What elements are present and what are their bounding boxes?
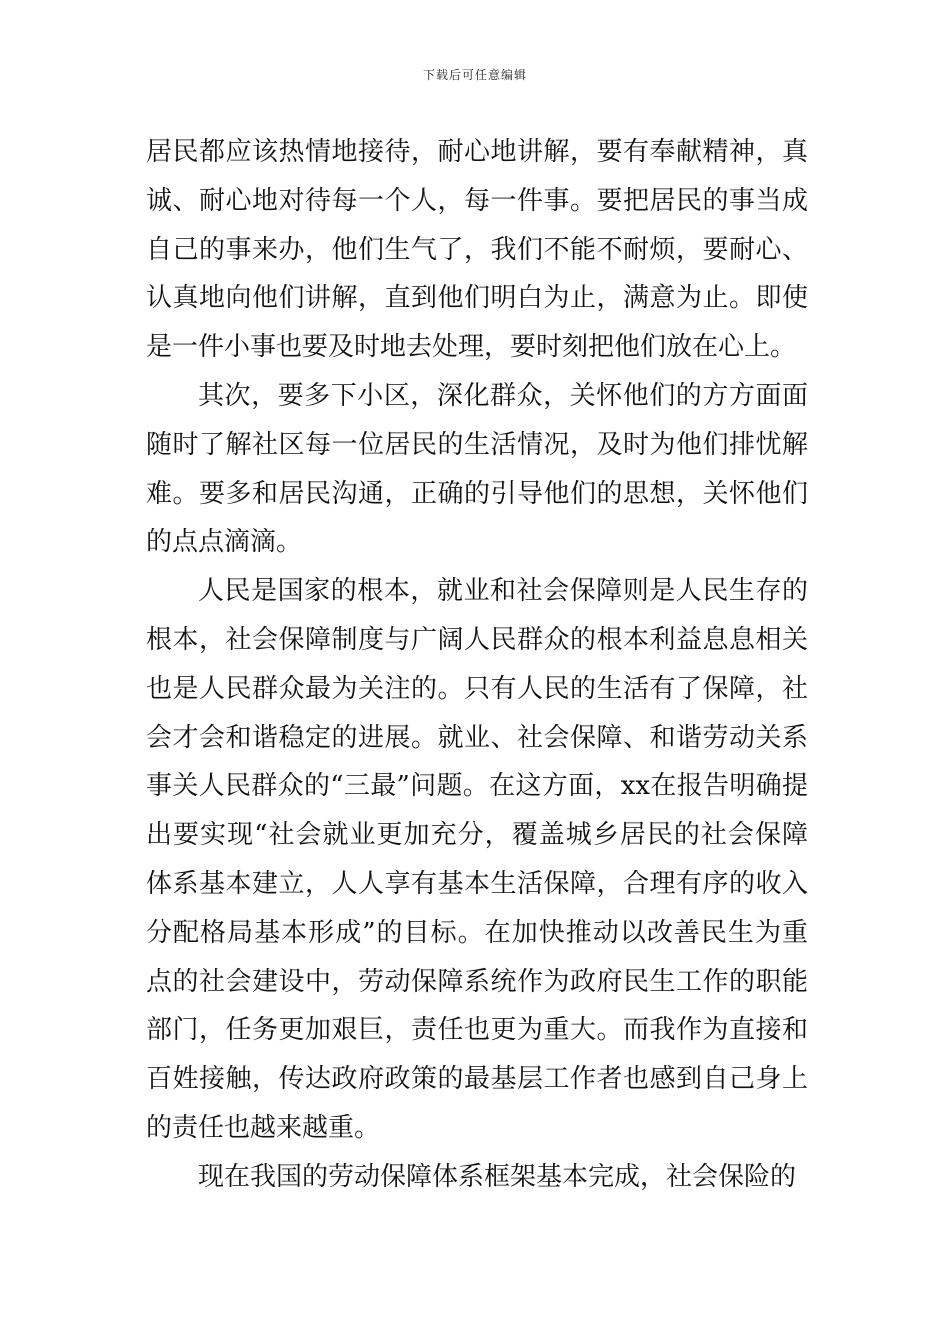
paragraph-1: 居民都应该热情地接待，耐心地讲解，要有奉献精神，真诚、耐心地对待每一个人，每一件事。要把居民的事当成自己的事来办，他们生气了，我们不能不耐烦，要耐心、认真地向他们讲解，直到他们明白为止，满意为止。即使是一件小事也要及时地去处理，要时刻把他们放在心上。 (146, 137, 808, 363)
paragraph-2: 其次，要多下小区，深化群众，关怀他们的方方面面随时了解社区每一位居民的生活情况，及时为他们排忧解难。要多和居民沟通，正确的引导他们的思想，关怀他们的点点滴滴。 (146, 380, 808, 558)
paragraph-4: 现在我国的劳动保障体系框架基本完成，社会保险的 (198, 1161, 797, 1192)
header-note: 下载后可任意编辑 (422, 68, 527, 82)
paragraph-3: 人民是国家的根本，就业和社会保障则是人民生存的根本，社会保障制度与广阔人民群众的根本利益息息相关也是人民群众最为关注的。只有人民的生活有了保障，社会才会和谐稳定的进展。就业、社会保障、和谐劳动关系事关人民群众的“三最”问题。在这方面，xx在报告明确提出要实现“社会就业更加充分，覆盖城乡居民的社会保障体系基本建立，人人享有基本生活保障，合理有序的收入分配格局基本形成”的目标。在加快推动以改善民生为重点的社会建设中，劳动保障系统作为政府民生工作的职能部门，任务更加艰巨，责任也更为重大。而我作为直接和百姓接触，传达政府政策的最基层工作者也感到自己身上的责任也越来越重。 (146, 576, 808, 1143)
body-text (146, 128, 808, 1202)
